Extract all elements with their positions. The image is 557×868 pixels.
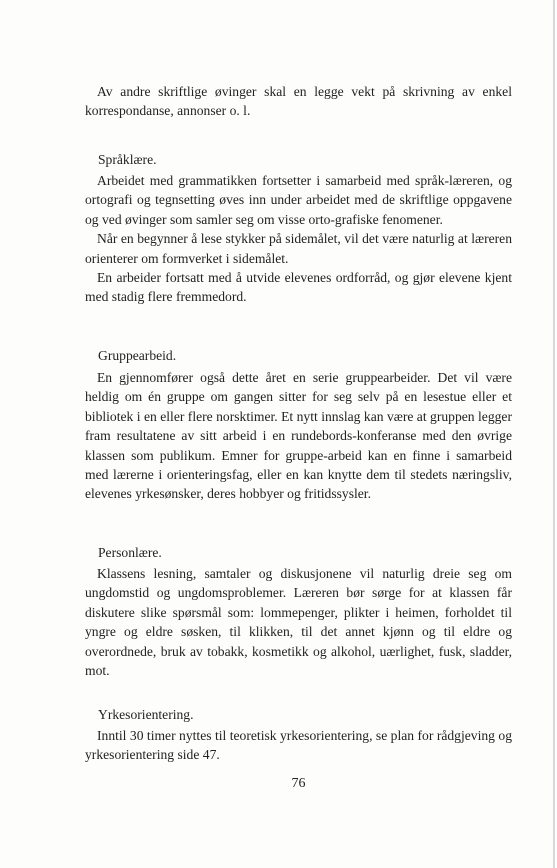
section-heading-personlaere: Personlære. — [98, 545, 162, 560]
section-heading-gruppearbeid: Gruppearbeid. — [98, 348, 177, 363]
intro-paragraph-block — [85, 82, 512, 121]
section-heading-yrkesorientering: Yrkesorientering. — [98, 707, 194, 722]
section-body-spraklaere — [85, 171, 512, 307]
section-body-personlaere — [85, 564, 512, 680]
section-heading-spraklaere: Språklære. — [98, 152, 157, 167]
paragraph: Inntil 30 timer nyttes til teoretisk yrkesorientering, se plan for rådgjeving og yrkesorientering side 47. — [85, 728, 512, 763]
paragraph: Arbeidet med grammatikken fortsetter i samarbeid med språk-læreren, og ortografi og tegnsetting øves inn under arbeidet med de skriftlige oppgavene og ved øvinger som samler seg om visse orto-grafiske fenomener. — [85, 173, 512, 227]
intro-paragraph: Av andre skriftlige øvinger skal en legge vekt på skrivning av enkel korrespondanse, annonser o. l. — [85, 84, 512, 119]
paragraph: Når en begynner å lese stykker på sidemålet, vil det være naturlig at læreren orienterer om formverket i sidemålet. — [85, 231, 512, 266]
paragraph: En arbeider fortsatt med å utvide elevenes ordforråd, og gjør elevene kjent med stadig flere fremmedord. — [85, 270, 512, 305]
page-number: 76 — [291, 776, 306, 791]
paragraph: En gjennomfører også dette året en serie gruppearbeider. Det vil være heldig om én gruppe om gangen sitter for seg selv på en lesestue eller et bibliotek i en eller flere norsktimer. Et nytt innslag kan være at gruppen legger fram resultatene av sitt arbeid i en rundebords-konferanse med den øvrige klassen som publikum. Emner for gruppe-arbeid kan en finne i samarbeid med lærerne i orienteringsfag, eller en kan knytte dem til stedets næringsliv, elevenes yrkesønsker, deres hobbyer og fritidssysler. — [85, 370, 512, 502]
paragraph: Klassens lesning, samtaler og diskusjonene vil naturlig dreie seg om ungdomstid og ungdomsproblemer. Læreren bør sørge for at klassen får diskutere slike spørsmål som: lommepenger, plikter i heimen, forholdet til yngre og eldre søsken, til klikken, til det annet kjønn og til eldre og overordnede, bruk av tobakk, kosmetikk og alkohol, uærlighet, fusk, sladder, mot. — [85, 566, 512, 679]
section-body-gruppearbeid — [85, 368, 512, 504]
section-body-yrkesorientering — [85, 726, 512, 765]
